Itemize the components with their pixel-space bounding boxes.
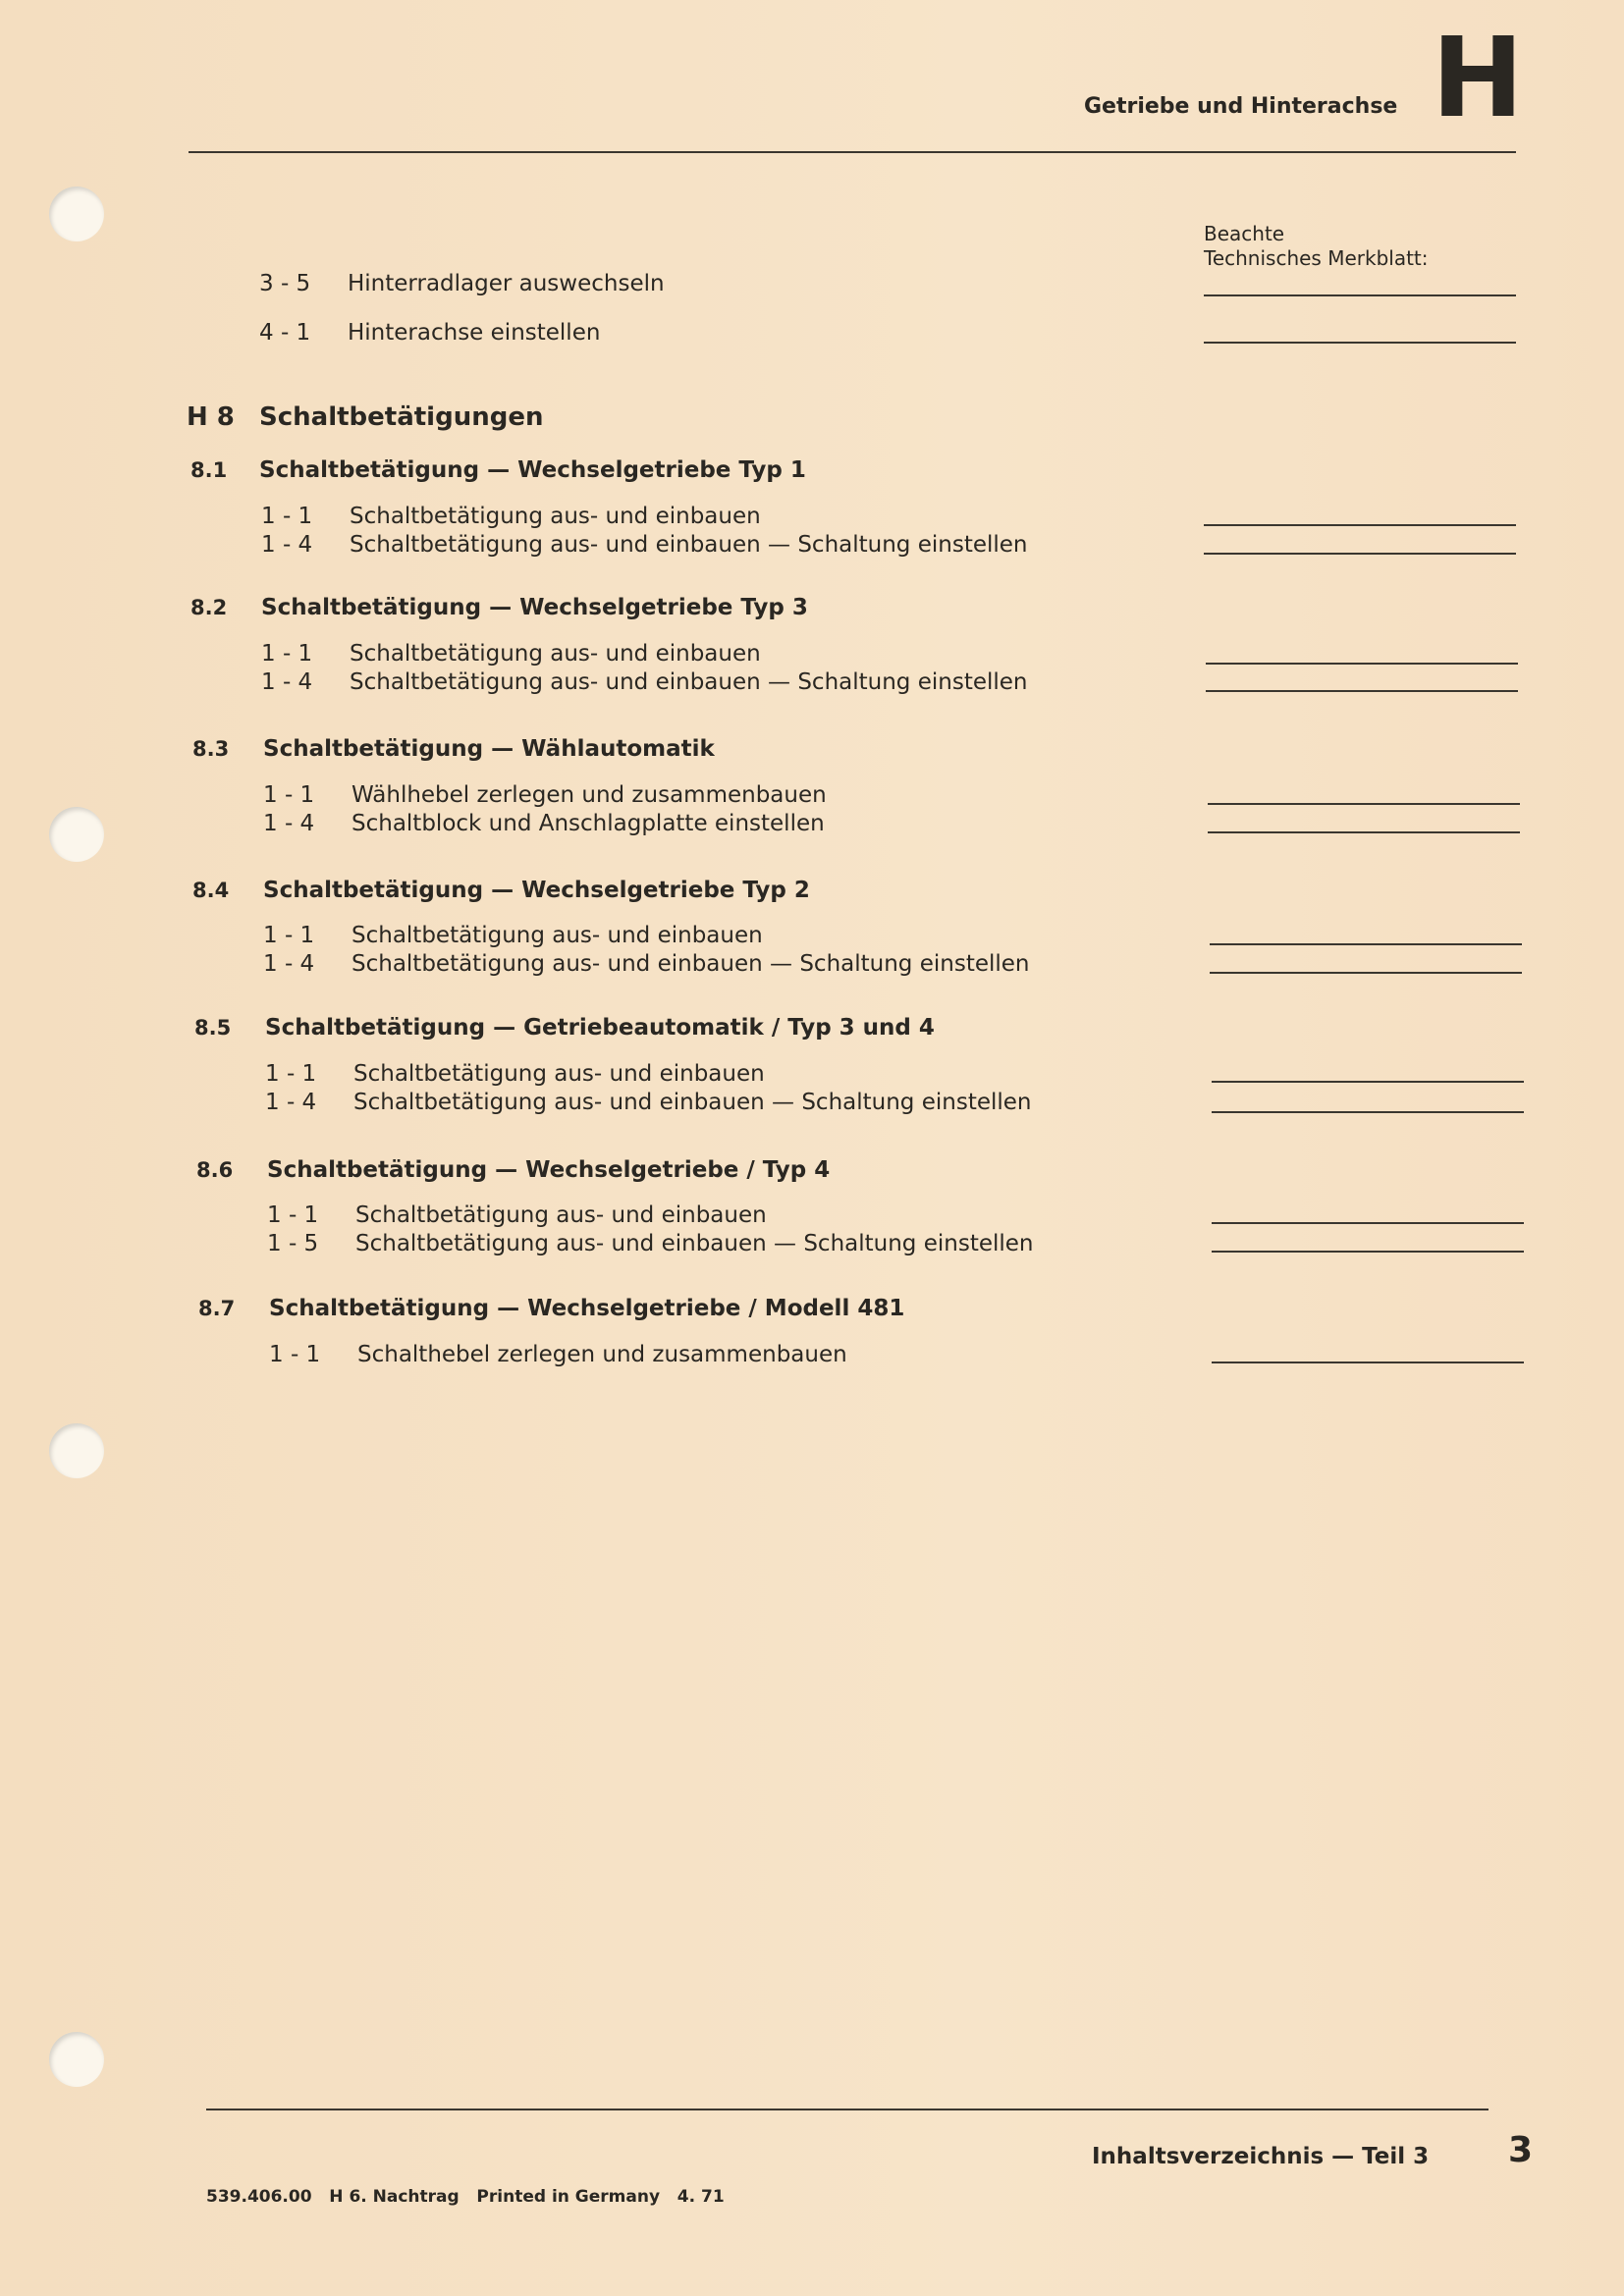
check-line bbox=[1206, 690, 1518, 692]
section-title: Schaltbetätigung — Wechselgetriebe Typ 2 bbox=[263, 878, 810, 903]
item-text: Schaltbetätigung aus- und einbauen bbox=[355, 1202, 767, 1228]
list-item bbox=[259, 271, 665, 296]
section-number: 8.5 bbox=[194, 1016, 232, 1040]
item-number: 1 - 4 bbox=[261, 532, 313, 558]
punch-hole bbox=[49, 807, 104, 862]
item-text: Schaltbetätigung aus- und einbauen — Schaltung einstellen bbox=[350, 669, 1028, 695]
item-number: 3 - 5 bbox=[259, 271, 311, 296]
item-text: Hinterradlager auswechseln bbox=[348, 271, 665, 296]
item-number: 1 - 4 bbox=[265, 1090, 317, 1115]
item-number: 1 - 1 bbox=[261, 641, 313, 667]
page-number: 3 bbox=[1508, 2130, 1534, 2170]
item-number: 1 - 4 bbox=[261, 669, 313, 695]
list-item bbox=[267, 1202, 767, 1228]
item-text: Schalthebel zerlegen und zusammenbauen bbox=[357, 1342, 847, 1367]
item-text: Schaltbetätigung aus- und einbauen — Schaltung einstellen bbox=[355, 1231, 1034, 1256]
list-item bbox=[267, 1231, 1034, 1256]
list-item bbox=[263, 782, 827, 808]
item-number: 1 - 1 bbox=[263, 923, 315, 948]
list-item bbox=[265, 1090, 1032, 1115]
section-title: Schaltbetätigung — Getriebeautomatik / Typ 3 und 4 bbox=[265, 1015, 935, 1041]
check-line bbox=[1208, 803, 1520, 805]
check-line bbox=[1212, 1111, 1524, 1113]
section-title: Schaltbetätigung — Wechselgetriebe / Modell 481 bbox=[269, 1296, 905, 1321]
section-title: Schaltbetätigung — Wählautomatik bbox=[263, 736, 715, 762]
check-line bbox=[1212, 1251, 1524, 1253]
punch-hole bbox=[49, 2032, 104, 2087]
item-text: Schaltbetätigung aus- und einbauen — Schaltung einstellen bbox=[352, 951, 1030, 977]
list-item bbox=[269, 1342, 847, 1367]
note-box bbox=[1204, 222, 1498, 271]
footer-code: 539.406.00 H 6. Nachtrag Printed in Germany 4. 71 bbox=[206, 2187, 725, 2207]
section-number: 8.2 bbox=[190, 596, 228, 619]
section-number: 8.7 bbox=[198, 1297, 236, 1320]
check-line bbox=[1208, 831, 1520, 833]
item-number: 1 - 1 bbox=[263, 782, 315, 808]
check-line bbox=[1212, 1222, 1524, 1224]
section-title: Schaltbetätigung — Wechselgetriebe / Typ 4 bbox=[267, 1157, 831, 1183]
item-text: Schaltbetätigung aus- und einbauen — Schaltung einstellen bbox=[350, 532, 1028, 558]
item-number: 1 - 1 bbox=[267, 1202, 319, 1228]
check-line bbox=[1204, 553, 1516, 555]
check-line bbox=[1204, 294, 1516, 296]
chapter-title: Schaltbetätigungen bbox=[259, 402, 544, 432]
list-item bbox=[263, 951, 1030, 977]
header-title: Getriebe und Hinterachse bbox=[1084, 94, 1398, 119]
check-line bbox=[1206, 663, 1518, 665]
item-text: Schaltbetätigung aus- und einbauen bbox=[352, 923, 763, 948]
check-line bbox=[1212, 1362, 1524, 1363]
note-sub: Technisches Merkblatt: bbox=[1204, 246, 1429, 270]
header-letter: H bbox=[1432, 15, 1524, 142]
list-item bbox=[263, 811, 825, 836]
item-number: 1 - 1 bbox=[265, 1061, 317, 1087]
list-item bbox=[265, 1061, 765, 1087]
check-line bbox=[1210, 972, 1522, 974]
item-number: 4 - 1 bbox=[259, 320, 311, 346]
note-label: Beachte bbox=[1204, 222, 1285, 245]
item-number: 1 - 5 bbox=[267, 1231, 319, 1256]
section-number: 8.1 bbox=[190, 458, 228, 482]
item-text: Schaltblock und Anschlagplatte einstellen bbox=[352, 811, 825, 836]
check-line bbox=[1204, 524, 1516, 526]
item-text: Hinterachse einstellen bbox=[348, 320, 601, 346]
punch-hole bbox=[49, 187, 104, 241]
check-line bbox=[1204, 342, 1516, 344]
item-text: Wählhebel zerlegen und zusammenbauen bbox=[352, 782, 827, 808]
chapter-number: H 8 bbox=[187, 402, 235, 432]
section-number: 8.6 bbox=[196, 1158, 234, 1182]
punch-hole bbox=[49, 1423, 104, 1478]
item-text: Schaltbetätigung aus- und einbauen bbox=[350, 504, 761, 529]
item-text: Schaltbetätigung aus- und einbauen bbox=[350, 641, 761, 667]
section-title: Schaltbetätigung — Wechselgetriebe Typ 3 bbox=[261, 595, 808, 620]
item-number: 1 - 4 bbox=[263, 811, 315, 836]
list-item bbox=[261, 504, 761, 529]
item-number: 1 - 1 bbox=[261, 504, 313, 529]
item-number: 1 - 1 bbox=[269, 1342, 321, 1367]
list-item bbox=[261, 532, 1028, 558]
item-text: Schaltbetätigung aus- und einbauen bbox=[353, 1061, 765, 1087]
list-item bbox=[261, 641, 761, 667]
section-number: 8.4 bbox=[192, 879, 230, 902]
header-rule bbox=[189, 151, 1516, 153]
list-item bbox=[259, 320, 600, 346]
item-number: 1 - 4 bbox=[263, 951, 315, 977]
check-line bbox=[1210, 943, 1522, 945]
list-item bbox=[261, 669, 1028, 695]
check-line bbox=[1212, 1081, 1524, 1083]
section-number: 8.3 bbox=[192, 737, 230, 761]
footer-title: Inhaltsverzeichnis — Teil 3 bbox=[1092, 2144, 1430, 2169]
footer-rule bbox=[206, 2109, 1489, 2110]
item-text: Schaltbetätigung aus- und einbauen — Schaltung einstellen bbox=[353, 1090, 1032, 1115]
list-item bbox=[263, 923, 763, 948]
section-title: Schaltbetätigung — Wechselgetriebe Typ 1 bbox=[259, 457, 806, 483]
